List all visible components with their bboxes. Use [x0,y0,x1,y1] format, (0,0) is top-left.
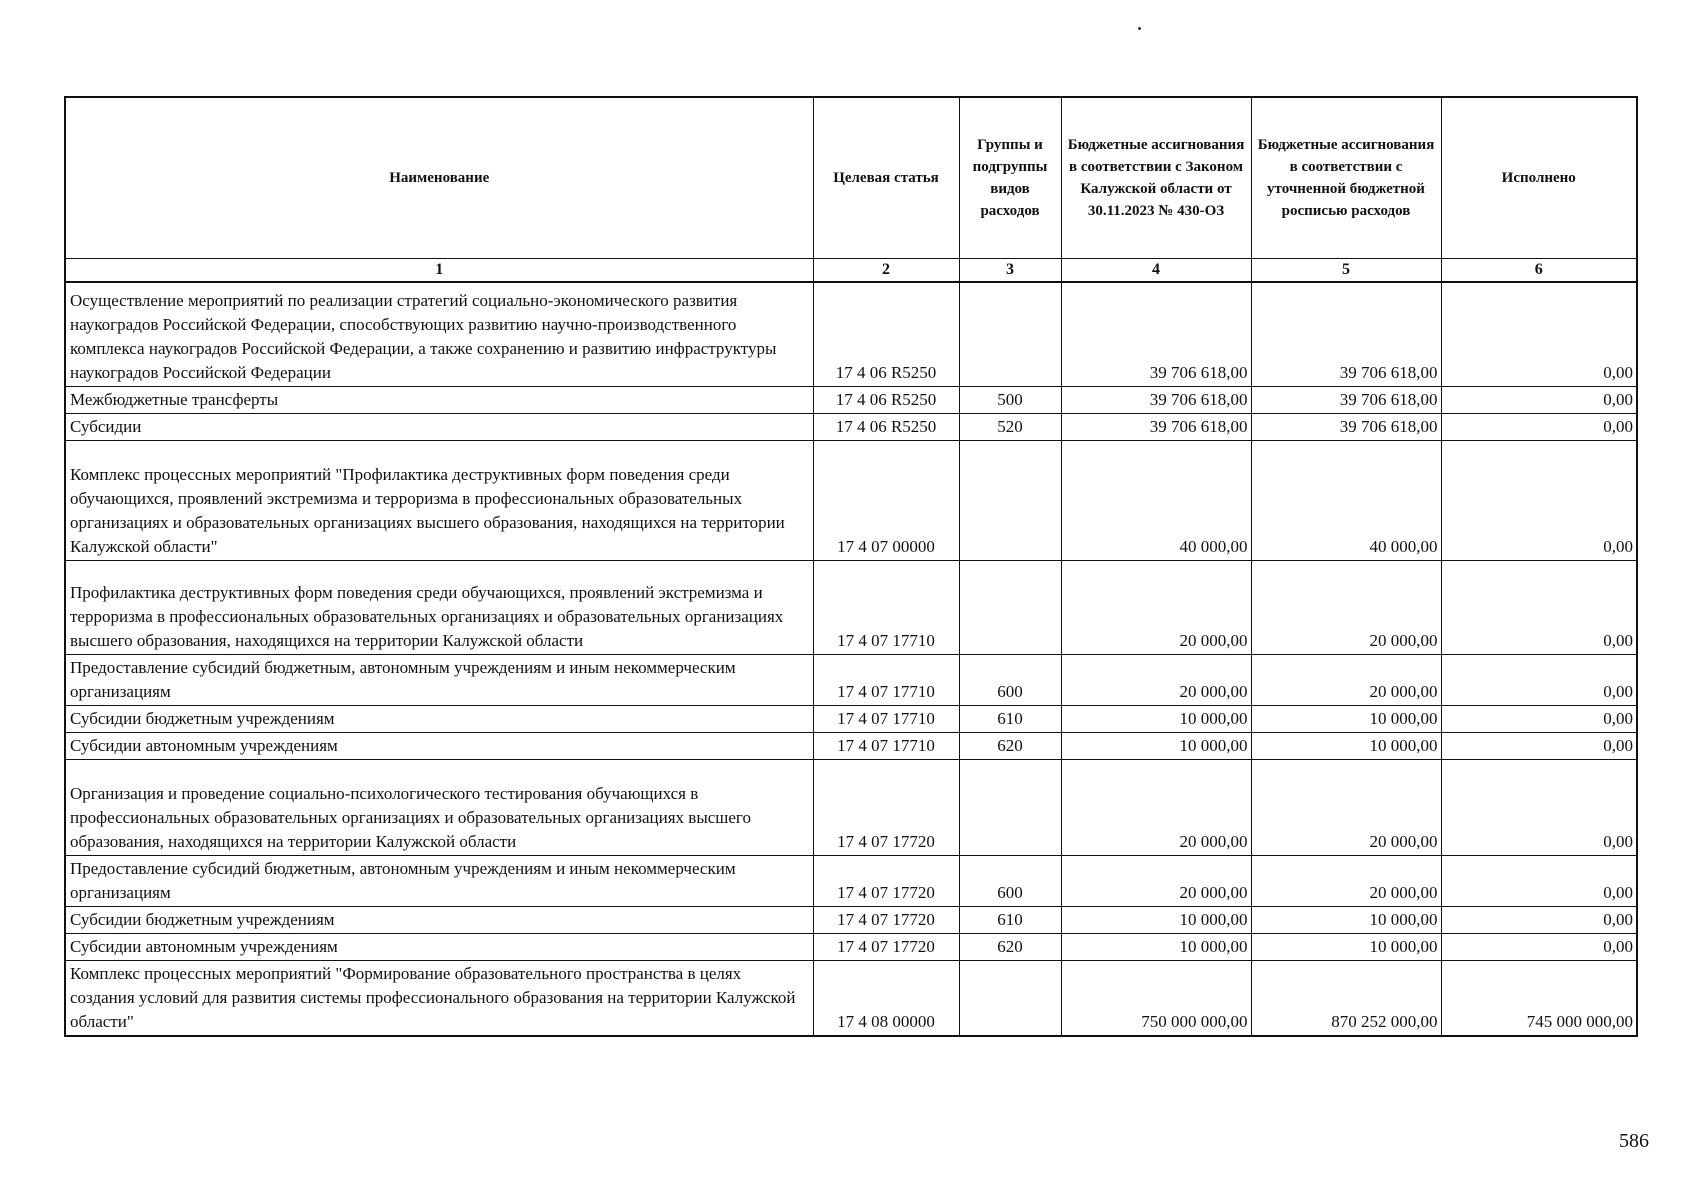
row-plan-allocation: 870 252 000,00 [1251,960,1441,1036]
row-executed: 0,00 [1441,705,1637,732]
row-expense-group [959,282,1061,386]
row-target-article: 17 4 07 17720 [813,906,959,933]
row-law-allocation: 10 000,00 [1061,906,1251,933]
column-number: 5 [1251,259,1441,283]
row-law-allocation: 20 000,00 [1061,560,1251,654]
scan-speck [1138,27,1141,30]
row-executed: 0,00 [1441,560,1637,654]
row-executed: 0,00 [1441,906,1637,933]
column-number-row [65,259,1637,283]
column-number: 6 [1441,259,1637,283]
row-name: Субсидии автономным учреждениям [65,933,813,960]
row-expense-group: 620 [959,933,1061,960]
row-expense-group: 500 [959,386,1061,413]
row-executed: 745 000 000,00 [1441,960,1637,1036]
row-plan-allocation: 20 000,00 [1251,759,1441,855]
header-plan-allocations: Бюджетные ассигнования в соответствии с уточненной бюджетной росписью расходов [1251,97,1441,259]
row-target-article: 17 4 07 17710 [813,705,959,732]
row-expense-group: 600 [959,855,1061,906]
row-name: Предоставление субсидий бюджетным, автономным учреждениям и иным некоммерческим организациям [65,855,813,906]
column-number: 1 [65,259,813,283]
row-target-article: 17 4 07 17710 [813,654,959,705]
table-row [65,386,1637,413]
row-target-article: 17 4 06 R5250 [813,413,959,440]
row-plan-allocation: 10 000,00 [1251,705,1441,732]
header-name: Наименование [65,97,813,259]
row-law-allocation: 10 000,00 [1061,933,1251,960]
header-law-allocations: Бюджетные ассигнования в соответствии с Законом Калужской области от 30.11.2023 № 430-ОЗ [1061,97,1251,259]
row-plan-allocation: 20 000,00 [1251,855,1441,906]
row-target-article: 17 4 06 R5250 [813,386,959,413]
header-target-article: Целевая статья [813,97,959,259]
header-row [65,97,1637,259]
column-number: 2 [813,259,959,283]
row-law-allocation: 10 000,00 [1061,732,1251,759]
row-law-allocation: 39 706 618,00 [1061,413,1251,440]
row-name: Организация и проведение социально-психологического тестирования обучающихся в профессиональных образовательных организациях и образовательных организациях высшего образования, находящихся на территории Калужской области [65,759,813,855]
row-plan-allocation: 10 000,00 [1251,732,1441,759]
row-name: Субсидии бюджетным учреждениям [65,906,813,933]
page-number: 586 [1619,1130,1649,1152]
row-expense-group [959,960,1061,1036]
row-target-article: 17 4 07 17720 [813,759,959,855]
row-law-allocation: 20 000,00 [1061,759,1251,855]
row-name: Межбюджетные трансферты [65,386,813,413]
row-law-allocation: 20 000,00 [1061,855,1251,906]
row-expense-group: 600 [959,654,1061,705]
row-law-allocation: 10 000,00 [1061,705,1251,732]
row-executed: 0,00 [1441,282,1637,386]
row-expense-group [959,759,1061,855]
row-law-allocation: 20 000,00 [1061,654,1251,705]
row-target-article: 17 4 07 17710 [813,732,959,759]
row-target-article: 17 4 07 17720 [813,855,959,906]
row-plan-allocation: 39 706 618,00 [1251,282,1441,386]
row-executed: 0,00 [1441,855,1637,906]
row-plan-allocation: 40 000,00 [1251,440,1441,560]
table-row [65,759,1637,855]
row-executed: 0,00 [1441,732,1637,759]
row-executed: 0,00 [1441,386,1637,413]
row-law-allocation: 40 000,00 [1061,440,1251,560]
row-plan-allocation: 39 706 618,00 [1251,386,1441,413]
table-row [65,960,1637,1036]
table-body [65,282,1637,1036]
row-law-allocation: 39 706 618,00 [1061,282,1251,386]
table-row [65,440,1637,560]
header-expense-groups: Группы и подгруппы видов расходов [959,97,1061,259]
table-row [65,705,1637,732]
table-row [65,654,1637,705]
row-plan-allocation: 20 000,00 [1251,560,1441,654]
table-row [65,413,1637,440]
row-plan-allocation: 10 000,00 [1251,933,1441,960]
row-plan-allocation: 10 000,00 [1251,906,1441,933]
row-expense-group: 620 [959,732,1061,759]
row-plan-allocation: 20 000,00 [1251,654,1441,705]
row-target-article: 17 4 06 R5250 [813,282,959,386]
row-name: Профилактика деструктивных форм поведения среди обучающихся, проявлений экстремизма и терроризма в профессиональных образовательных организациях и образовательных организациях высшего образования, находящихся на территории Калужской области [65,560,813,654]
row-target-article: 17 4 07 00000 [813,440,959,560]
row-law-allocation: 39 706 618,00 [1061,386,1251,413]
table-row [65,933,1637,960]
column-number: 3 [959,259,1061,283]
budget-table [64,96,1638,1037]
row-target-article: 17 4 07 17720 [813,933,959,960]
row-executed: 0,00 [1441,654,1637,705]
row-target-article: 17 4 08 00000 [813,960,959,1036]
table-row [65,855,1637,906]
table-row [65,282,1637,386]
row-target-article: 17 4 07 17710 [813,560,959,654]
row-expense-group [959,560,1061,654]
table-row [65,732,1637,759]
header-executed: Исполнено [1441,97,1637,259]
table-row [65,906,1637,933]
row-expense-group: 610 [959,705,1061,732]
column-number: 4 [1061,259,1251,283]
row-executed: 0,00 [1441,413,1637,440]
row-name: Комплекс процессных мероприятий "Профилактика деструктивных форм поведения среди обучающихся, проявлений экстремизма и терроризма в профессиональных образовательных организациях и образовательных организациях высшего образования, находящихся на территории Калужской области" [65,440,813,560]
row-expense-group: 610 [959,906,1061,933]
row-executed: 0,00 [1441,759,1637,855]
row-name: Субсидии [65,413,813,440]
table-row [65,560,1637,654]
row-plan-allocation: 39 706 618,00 [1251,413,1441,440]
row-name: Предоставление субсидий бюджетным, автономным учреждениям и иным некоммерческим организациям [65,654,813,705]
row-executed: 0,00 [1441,440,1637,560]
row-expense-group [959,440,1061,560]
row-executed: 0,00 [1441,933,1637,960]
row-expense-group: 520 [959,413,1061,440]
row-name: Субсидии бюджетным учреждениям [65,705,813,732]
row-law-allocation: 750 000 000,00 [1061,960,1251,1036]
row-name: Комплекс процессных мероприятий "Формирование образовательного пространства в целях создания условий для развития системы профессионального образования на территории Калужской области" [65,960,813,1036]
row-name: Субсидии автономным учреждениям [65,732,813,759]
row-name: Осуществление мероприятий по реализации стратегий социально-экономического развития наукоградов Российской Федерации, способствующих развитию научно-производственного комплекса наукоградов Российской Федерации, а также сохранению и развитию инфраструктуры наукоградов Российской Федерации [65,282,813,386]
